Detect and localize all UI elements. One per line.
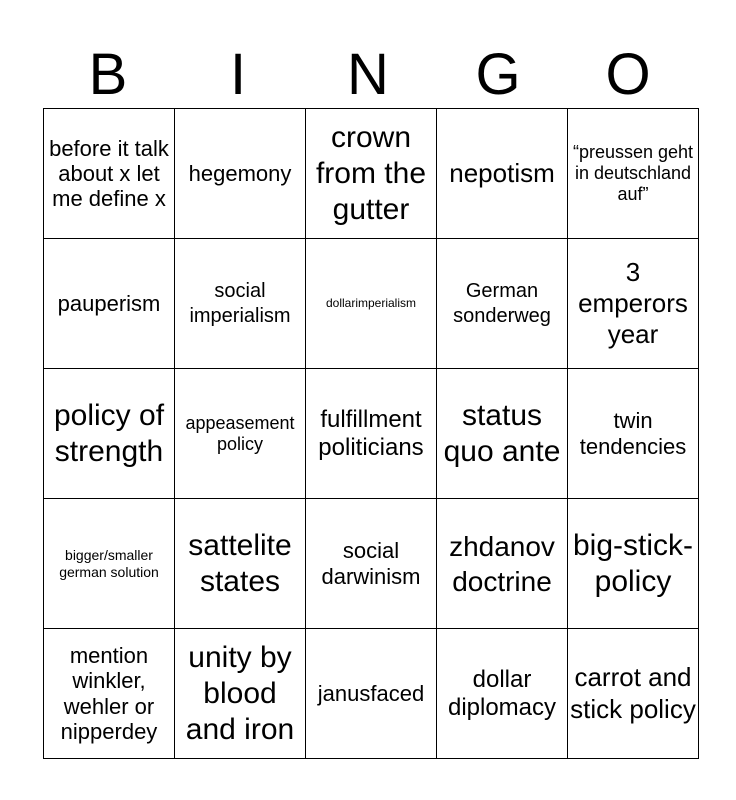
bingo-cell[interactable] <box>306 629 437 759</box>
cell-text: social darwinism <box>321 538 421 589</box>
board-row <box>44 369 699 499</box>
cell-text: policy of strength <box>53 398 165 468</box>
cell-text: janusfaced <box>317 680 425 706</box>
bingo-cell[interactable] <box>437 629 568 759</box>
cell-text: German sonderweg <box>453 279 551 327</box>
cell-text: hegemony <box>188 160 292 186</box>
cell-text: appeasement policy <box>185 412 295 454</box>
bingo-cell[interactable] <box>44 239 175 369</box>
bingo-cell[interactable] <box>44 629 175 759</box>
board-row <box>44 239 699 369</box>
cell-text: status quo ante <box>443 398 561 468</box>
cell-text: carrot and stick policy <box>570 662 696 724</box>
bingo-cell[interactable] <box>568 109 699 239</box>
header-letter-n: N <box>347 42 389 107</box>
header-letter-g: G <box>475 42 521 107</box>
cell-text: unity by blood and iron <box>185 640 295 746</box>
bingo-header <box>43 42 693 108</box>
cell-text: fulfillment politicians <box>318 405 424 461</box>
board-row <box>44 499 699 629</box>
cell-text: pauperism <box>57 290 161 316</box>
bingo-cell[interactable] <box>306 109 437 239</box>
bingo-cell[interactable] <box>437 239 568 369</box>
bingo-board <box>43 108 699 759</box>
header-letter-b: B <box>88 42 128 107</box>
bingo-cell[interactable] <box>437 109 568 239</box>
bingo-cell[interactable] <box>175 499 306 629</box>
cell-text: twin tendencies <box>579 408 687 459</box>
bingo-cell[interactable] <box>568 629 699 759</box>
cell-text: social imperialism <box>189 279 291 327</box>
bingo-cell[interactable] <box>306 369 437 499</box>
cell-text: dollar diplomacy <box>447 665 557 721</box>
bingo-cell[interactable] <box>437 369 568 499</box>
bingo-cell[interactable] <box>175 109 306 239</box>
bingo-cell[interactable] <box>568 239 699 369</box>
cell-text: “preussen geht in deutschland auf” <box>572 142 694 204</box>
bingo-cell[interactable] <box>568 499 699 629</box>
bingo-cell[interactable] <box>175 629 306 759</box>
cell-text: sattelite states <box>188 528 292 598</box>
cell-text: dollarimperialism <box>325 295 417 310</box>
cell-text: 3 emperors year <box>578 256 688 350</box>
cell-text: zhdanov doctrine <box>449 530 555 597</box>
bingo-cell[interactable] <box>44 109 175 239</box>
bingo-cell[interactable] <box>306 239 437 369</box>
cell-text: mention winkler, wehler or nipperdey <box>60 642 158 744</box>
bingo-cell[interactable] <box>175 239 306 369</box>
bingo-cell[interactable] <box>437 499 568 629</box>
board-row <box>44 629 699 759</box>
board-row <box>44 109 699 239</box>
bingo-cell[interactable] <box>306 499 437 629</box>
header-letter-i: I <box>229 42 247 107</box>
bingo-cell[interactable] <box>175 369 306 499</box>
bingo-cell[interactable] <box>568 369 699 499</box>
cell-text: crown from the gutter <box>315 120 427 226</box>
cell-text: nepotism <box>449 157 555 188</box>
bingo-cell[interactable] <box>44 369 175 499</box>
cell-text: big-stick-policy <box>572 528 693 598</box>
header-letter-o: O <box>605 42 651 107</box>
bingo-cell[interactable] <box>44 499 175 629</box>
cell-text: before it talk about x let me define x <box>49 135 169 212</box>
cell-text: bigger/smaller german solution <box>59 547 159 580</box>
